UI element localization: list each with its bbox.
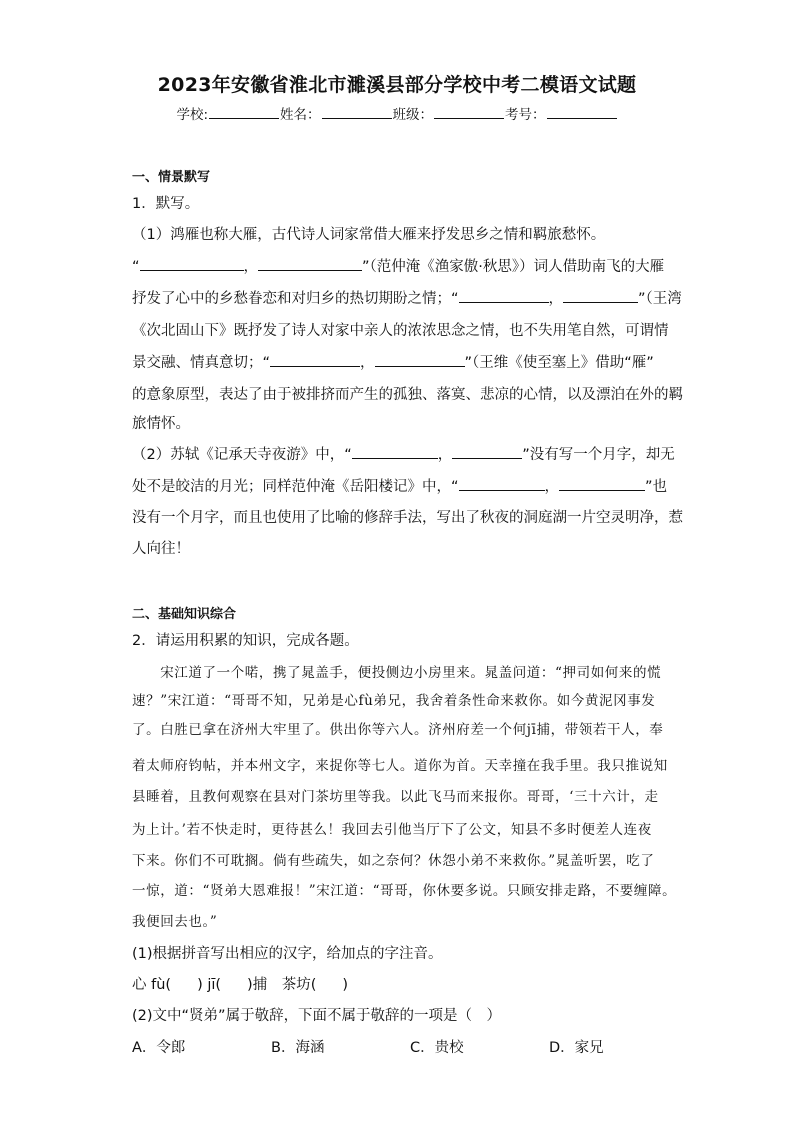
option-a[interactable]: A．令郎 bbox=[132, 1040, 186, 1056]
question-1-part-1-intro: （1）鸿雁也称大雁，古代诗人词家常借大雁来抒发思乡之情和羁旅愁怀。 bbox=[132, 227, 606, 243]
exam-number-blank[interactable] bbox=[547, 106, 617, 119]
passage-line: 一惊，道：“贤弟大恩难报！”宋江道：“哥哥，你休要多说。只顾安排走路，不要缠障。 bbox=[132, 883, 677, 899]
fill-line-1: “ ， ”（范仲淹《渔家傲·秋思》）词人借助南飞的大雁 bbox=[132, 255, 664, 276]
sub-question-1-blanks: 心 fù( ) jī( )捕 茶坊( ) bbox=[132, 977, 349, 993]
text-line: 《次北固山下》既抒发了诗人对家中亲人的浓浓思念之情，也不失用笔自然，可谓情 bbox=[132, 323, 669, 339]
answer-blank[interactable] bbox=[459, 476, 545, 491]
class-label: 班级： bbox=[392, 107, 434, 123]
option-d[interactable]: D．家兄 bbox=[549, 1040, 604, 1056]
option-c[interactable]: C．贵校 bbox=[410, 1040, 464, 1056]
fill-line-5: 处不是皎洁的月光；同样范仲淹《岳阳楼记》中，“ ， ”也 bbox=[132, 475, 667, 496]
sub-question-2: (2)文中“贤弟”属于敬辞，下面不属于敬辞的一项是（ ） bbox=[132, 1008, 502, 1024]
passage-line: 了。白胜已拿在济州大牢里了。供出你等六人。济州府差一个何jī捕，带领若干人，奉 bbox=[132, 722, 664, 738]
passage-line: 下来。你们不可耽搁。倘有些疏失，如之奈何？休怨小弟不来救你。”晁盖听罢，吃了 bbox=[132, 853, 655, 869]
option-b[interactable]: B．海涵 bbox=[271, 1040, 325, 1056]
answer-blank[interactable] bbox=[452, 444, 522, 459]
name-label: 姓名： bbox=[280, 107, 321, 123]
passage-line: 着太师府钧帖，并本州文字，来捉你等七人。道你为首。天幸撞在我手里。我只推说知 bbox=[132, 758, 668, 774]
page-title: 2023年安徽省淮北市濉溪县部分学校中考二模语文试题 bbox=[157, 74, 637, 96]
exam-number-label: 考号： bbox=[505, 107, 546, 123]
answer-blank[interactable] bbox=[563, 288, 638, 303]
name-blank[interactable] bbox=[322, 106, 392, 119]
fill-line-3: 景交融、情真意切；“ ， ”（王维《使至塞上》借助“雁” bbox=[132, 351, 654, 372]
student-info-row bbox=[0, 103, 794, 123]
section-heading-1: 一、情景默写 bbox=[132, 170, 211, 185]
school-label: 学校: bbox=[176, 107, 209, 123]
question-2-label: 2．请运用积累的知识，完成各题。 bbox=[132, 633, 359, 649]
answer-blank[interactable] bbox=[140, 256, 244, 271]
text-line: 的意象原型，表达了由于被排挤而产生的孤独、落寞、悲凉的心情，以及漂泊在外的羁 bbox=[132, 387, 683, 403]
section-heading-2: 二、基础知识综合 bbox=[132, 607, 237, 622]
class-blank[interactable] bbox=[434, 106, 504, 119]
fill-line-4: （2）苏轼《记承天寺夜游》中，“ ， ”没有写一个月字，却无 bbox=[132, 443, 675, 464]
school-blank[interactable] bbox=[209, 106, 279, 119]
sub-question-1: (1)根据拼音写出相应的汉字，给加点的字注音。 bbox=[132, 946, 443, 962]
answer-blank[interactable] bbox=[559, 476, 645, 491]
answer-blank[interactable] bbox=[270, 352, 360, 367]
text-line: 人向往！ bbox=[132, 541, 190, 557]
text-line: 没有一个月字，而且也使用了比喻的修辞手法，写出了秋夜的洞庭湖一片空灵明净，惹 bbox=[132, 510, 683, 526]
answer-blank[interactable] bbox=[459, 288, 549, 303]
answer-blank[interactable] bbox=[352, 444, 438, 459]
answer-blank[interactable] bbox=[258, 256, 362, 271]
answer-blank[interactable] bbox=[375, 352, 465, 367]
question-1-label: 1．默写。 bbox=[132, 196, 200, 212]
passage-line: 宋江道了一个喏，携了晁盖手，便投侧边小房里来。晁盖问道：“押司如何来的慌 bbox=[132, 665, 662, 681]
passage-line: 速？”宋江道：“哥哥不知，兄弟是心fù弟兄，我舍着条性命来救你。如今黄泥冈事发 bbox=[132, 693, 656, 709]
passage-line: 县睡着，且教何观察在县对门茶坊里等我。以此飞马而来报你。哥哥，‘三十六计，走 bbox=[132, 789, 659, 805]
passage-line: 为上计。’若不快走时，更待甚么！我回去引他当厅下了公文，知县不多时便差人连夜 bbox=[132, 822, 652, 838]
fill-line-2: 抒发了心中的乡愁眷恋和对归乡的热切期盼之情；“ ， ”（王湾 bbox=[132, 287, 682, 308]
text-line: 旅情怀。 bbox=[132, 416, 190, 432]
passage-line: 我便回去也。” bbox=[132, 914, 218, 930]
